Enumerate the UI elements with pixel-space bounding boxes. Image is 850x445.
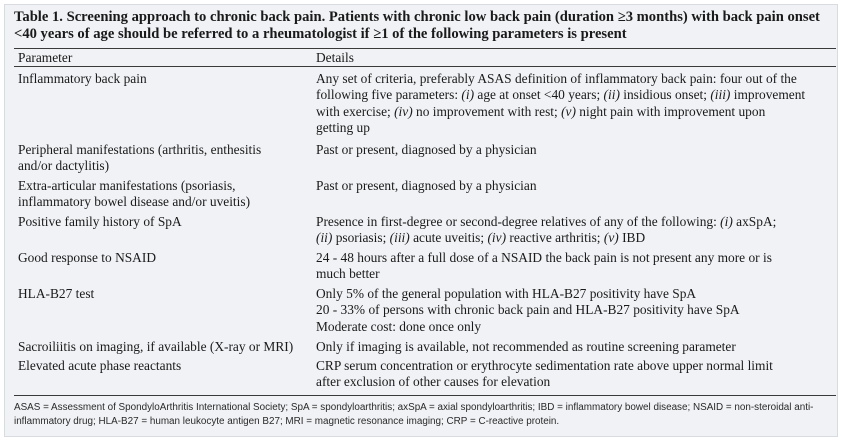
details-text: improvement <box>730 87 806 103</box>
details-text: following five parameters: <box>316 87 462 103</box>
details-text: Presence in first-degree or second-degree relatives of any of the following: <box>316 214 721 229</box>
column-header-parameter: Parameter <box>18 50 73 65</box>
details-line <box>316 87 824 103</box>
footnote-line: inflammatory drug; HLA-B27 = human leukocyte antigen B27; MRI = magnetic resonance imaging; CRP = C-reactive protein. <box>14 415 560 427</box>
row-parameter <box>18 358 308 374</box>
details-line <box>316 302 824 318</box>
details-line <box>316 230 824 246</box>
details-text: reactive arthritis; <box>506 230 604 246</box>
details-text: Past or present, diagnosed by a physician <box>316 142 537 157</box>
table-bottom-rule <box>14 395 836 396</box>
details-text: Only 5% of the general population with HLA-B27 positivity have SpA <box>316 286 697 301</box>
row-details <box>316 286 824 335</box>
parameter-line: Inflammatory back pain <box>18 71 147 86</box>
details-text: night pain with improvement upon <box>575 103 766 119</box>
details-text: Moderate cost: done once only <box>316 318 482 334</box>
enumeration-marker: (v) <box>561 103 576 119</box>
details-text: 20 - 33% of persons with chronic back pain and HLA-B27 positivity have SpA <box>316 302 740 318</box>
enumeration-marker: (v) <box>603 230 619 246</box>
enumeration-marker: (iii) <box>710 87 731 103</box>
details-text: getting up <box>316 119 370 135</box>
details-text: axSpA; <box>732 214 777 229</box>
caption-line: <40 years of age should be referred to a rheumatologist if ≥1 of the following parameters is present <box>14 26 627 42</box>
column-header-details: Details <box>316 50 354 65</box>
table-footnote <box>14 401 829 428</box>
details-line <box>316 142 824 158</box>
details-text: IBD <box>618 230 646 246</box>
row-details <box>316 178 824 194</box>
details-line <box>316 104 824 120</box>
enumeration-marker: (iv) <box>394 103 413 119</box>
row-parameter <box>18 250 308 266</box>
details-line <box>316 358 824 374</box>
header-bottom-rule <box>14 66 836 67</box>
details-text: with exercise; <box>316 103 395 119</box>
row-details <box>316 250 824 283</box>
parameter-line: Positive family history of SpA <box>18 214 182 229</box>
details-line <box>316 266 824 282</box>
parameter-line: Peripheral manifestations (arthritis, enthesitis <box>18 142 262 157</box>
enumeration-marker: (i) <box>461 87 475 103</box>
details-line <box>316 71 824 87</box>
row-details <box>316 142 824 158</box>
details-line <box>316 214 824 230</box>
row-parameter <box>18 178 308 211</box>
parameter-line: and/or dactylitis) <box>18 158 110 174</box>
row-details <box>316 214 824 247</box>
enumeration-marker: (i) <box>720 214 733 229</box>
enumeration-marker: (ii) <box>603 87 620 103</box>
footnote-line: ASAS = Assessment of SpondyloArthritis International Society; SpA = spondyloarthritis; axSpA = axial spondyloarthritis; IBD = inflammatory bowel disease; NSAID = non-steroidal anti- <box>14 402 814 413</box>
details-line <box>316 178 824 194</box>
details-text: insidious onset; <box>619 87 711 103</box>
row-details <box>316 71 824 136</box>
details-line <box>316 286 824 302</box>
row-parameter <box>18 214 308 230</box>
table-caption <box>14 9 824 43</box>
parameter-line: inflammatory bowel disease and/or uveitis) <box>18 194 251 210</box>
details-text: Only if imaging is available, not recommended as routine screening parameter <box>316 339 736 354</box>
row-parameter <box>18 339 308 355</box>
details-text: Any set of criteria, preferably ASAS definition of inflammatory back pain: four out of the <box>316 71 797 86</box>
details-text: CRP serum concentration or erythrocyte sedimentation rate above upper normal limit <box>316 358 773 373</box>
row-parameter <box>18 71 308 87</box>
details-text: Past or present, diagnosed by a physician <box>316 178 537 193</box>
parameter-line: Elevated acute phase reactants <box>18 358 182 373</box>
details-text: no improvement with rest; <box>412 103 562 119</box>
row-details <box>316 339 824 355</box>
details-text: psoriasis; <box>332 230 390 246</box>
details-text: 24 - 48 hours after a full dose of a NSAID the back pain is not present any more or is <box>316 250 772 265</box>
row-parameter <box>18 142 308 175</box>
enumeration-marker: (ii) <box>316 230 333 246</box>
details-line <box>316 120 824 136</box>
parameter-line: Good response to NSAID <box>18 250 156 265</box>
parameter-line: Extra-articular manifestations (psoriasis, <box>18 178 236 193</box>
details-text: age at onset <40 years; <box>474 87 604 103</box>
caption-line: Table 1. Screening approach to chronic back pain. Patients with chronic low back pain (duration ≥3 months) with back pain onset <box>14 9 820 25</box>
enumeration-marker: (iv) <box>487 230 507 246</box>
parameter-line: Sacroiliitis on imaging, if available (X-ray or MRI) <box>18 339 294 354</box>
parameter-line: HLA-B27 test <box>18 286 95 301</box>
row-parameter <box>18 286 308 302</box>
details-text: after exclusion of other causes for elevation <box>316 374 551 390</box>
details-line <box>316 319 824 335</box>
row-details <box>316 358 824 391</box>
header-top-rule <box>14 48 836 49</box>
details-text: much better <box>316 266 380 282</box>
details-line <box>316 374 824 390</box>
details-line <box>316 339 824 355</box>
details-line <box>316 250 824 266</box>
details-text: acute uveitis; <box>409 230 488 246</box>
enumeration-marker: (iii) <box>389 230 410 246</box>
